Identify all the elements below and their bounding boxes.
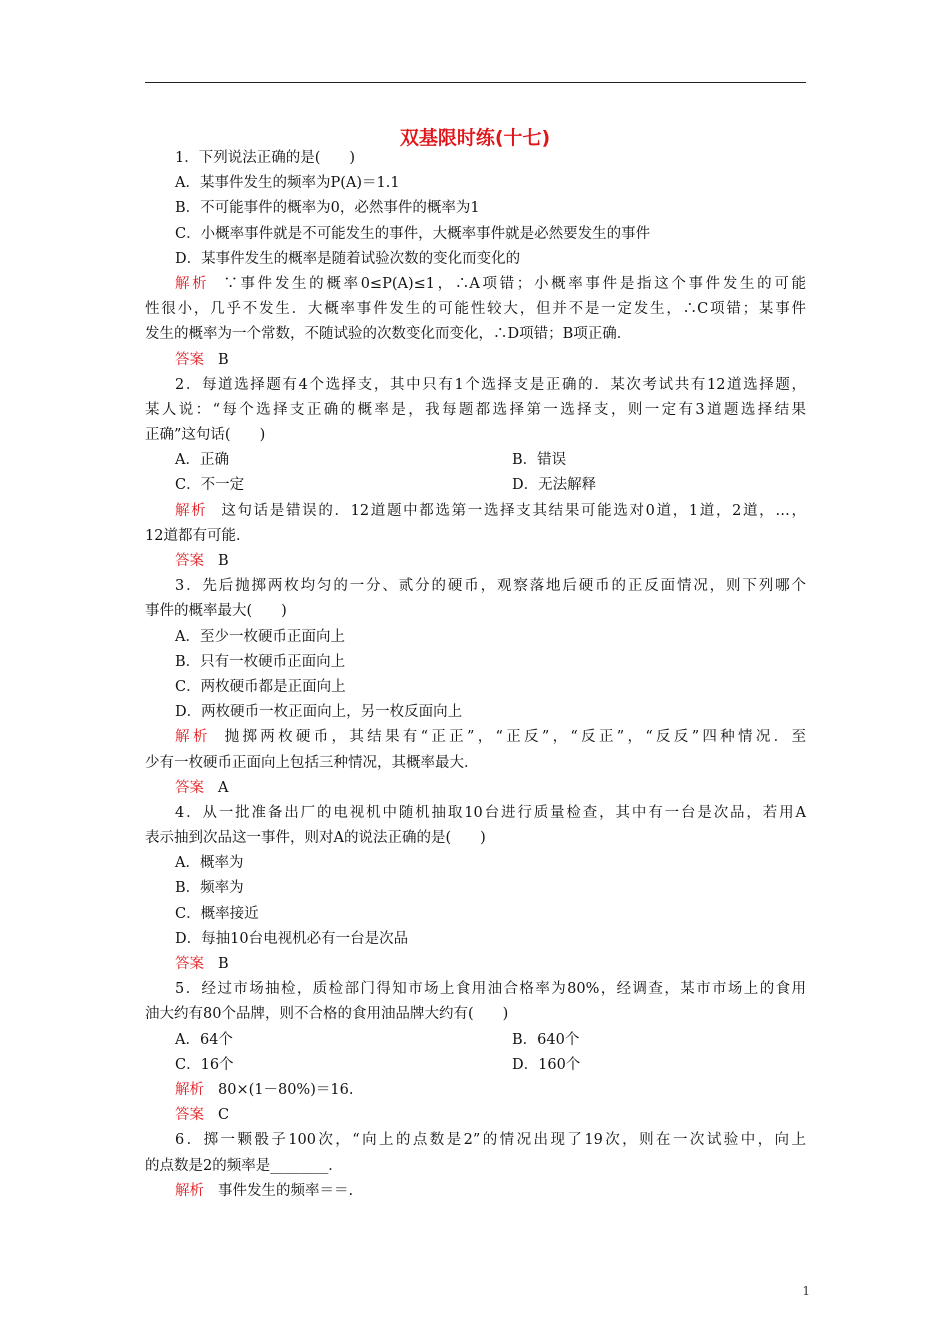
q2-options-row [145,473,806,498]
q3-option-c: C．两枚硬币都是正面向上 [175,678,346,695]
q3-option-d: D．两枚硬币一枚正面向上，另一枚反面向上 [175,704,463,721]
answer-label: 答案 [175,956,204,972]
page-title: 双基限时练(十七) [399,127,551,149]
q2-option-c: C．不一定 [175,477,245,494]
q4-stem: 4．从一批准备出厂的电视机中随机抽取10台进行质量检查，其中有一台是次品，若用A [175,804,806,821]
q4-option-a: A．概率为 [175,855,244,872]
q5-analysis: 解析 80×(1－80%)＝16. [175,1081,354,1098]
q5-stem: 5．经过市场抽检，质检部门得知市场上食用油合格率为80%，经调查，某市市场上的食用 [175,981,806,998]
q3-option-b: B．只有一枚硬币正面向上 [175,653,346,670]
analysis-label: 解析 [175,1081,204,1098]
q5-stem-cont: 油大约有80个品牌，则不合格的食用油品牌大约有( ) [145,1006,509,1023]
q2-option-a: A．正确 [175,452,229,469]
q1-analysis-cont: 发生的概率为一个常数，不随试验的次数变化而变化，∴D项错；B项正确． [145,326,632,343]
q4-stem-cont: 表示抽到次品这一事件，则对A的说法正确的是( ) [145,830,486,847]
analysis-label: 解析 [175,729,211,746]
q2-option-b: B．错误 [512,452,567,469]
q5-option-d: D．160个 [512,1056,581,1073]
q6-stem-cont: 的点数是2的频率是________． [145,1157,343,1174]
q3-option-a: A．至少一枚硬币正面向上 [175,628,345,645]
q4-option-c: C．概率接近 [175,905,259,922]
q3-answer: 答案 A [175,779,229,796]
header-rule [145,82,806,83]
q4-answer: 答案 B [175,956,229,972]
q2-stem-cont: 正确”这句话( ) [145,427,266,444]
q2-options-row [145,448,806,473]
q5-options-row [145,1028,806,1053]
q5-option-c: C．16个 [175,1056,234,1073]
analysis-label: 解析 [175,502,208,519]
q4-option-b: B．频率为 [175,880,244,897]
q3-stem: 3．先后抛掷两枚均匀的一分、贰分的硬币，观察落地后硬币的正反面情况，则下列哪个 [175,578,806,595]
q6-stem: 6．掷一颗骰子100次，“向上的点数是2”的情况出现了19次，则在一次试验中，向上 [175,1132,806,1149]
document-body [145,146,806,1204]
q3-analysis-cont: 少有一枚硬币正面向上包括三种情况，其概率最大． [145,754,479,771]
q1-analysis-cont: 性很小，几乎不发生．大概率事件发生的可能性较大，但并不是一定发生，∴C项错；某事件 [145,301,806,318]
answer-label: 答案 [175,1107,204,1124]
answer-label: 答案 [175,553,204,569]
q5-option-a: A．64个 [175,1031,233,1048]
page-number: 1 [802,1284,810,1298]
analysis-label: 解析 [175,275,210,292]
q1-stem: 1．下列说法正确的是( ) [175,150,356,166]
q2-stem: 2．每道选择题有4个选择支，其中只有1个选择支是正确的．某次考试共有12道选择题， [175,376,806,393]
q2-stem-cont: 某人说：“每个选择支正确的概率是，我每题都选择第一选择支，则一定有3道题选择结果 [145,401,806,418]
q6-analysis: 解析 事件发生的频率＝＝. [175,1182,354,1199]
q3-analysis: 解析 抛掷两枚硬币，其结果有“正正”，“正反”，“反正”，“反反”四种情况．至 [175,729,806,746]
q5-answer: 答案 C [175,1107,230,1124]
q1-option-c: C．小概率事件就是不可能发生的事件，大概率事件就是必然要发生的事件 [175,225,651,242]
answer-label: 答案 [175,779,204,796]
q1-option-d: D．某事件发生的概率是随着试验次数的变化而变化的 [175,250,521,267]
q2-analysis: 解析 这句话是错误的．12道题中都选第一选择支其结果可能选对0道，1道，2道，…， [175,502,807,519]
q2-option-d: D．无法解释 [512,477,597,494]
q2-answer: 答案 B [175,553,229,569]
q2-analysis-cont: 12道都有可能． [145,527,251,544]
q5-options-row [145,1053,806,1078]
q4-option-d: D．每抽10台电视机必有一台是次品 [175,930,409,947]
answer-label: 答案 [175,351,204,368]
q1-answer: 答案 B [175,351,229,368]
q5-option-b: B．640个 [512,1031,580,1048]
q1-analysis: 解析 ∵事件发生的概率0≤P(A)≤1，∴A项错；小概率事件是指这个事件发生的可能 [175,275,807,292]
q1-option-a: A．某事件发生的频率为P(A)＝1.1 [175,175,400,192]
q1-option-b: B．不可能事件的概率为0，必然事件的概率为1 [175,200,480,217]
q3-stem-cont: 事件的概率最大( ) [145,603,287,620]
analysis-label: 解析 [175,1182,204,1199]
